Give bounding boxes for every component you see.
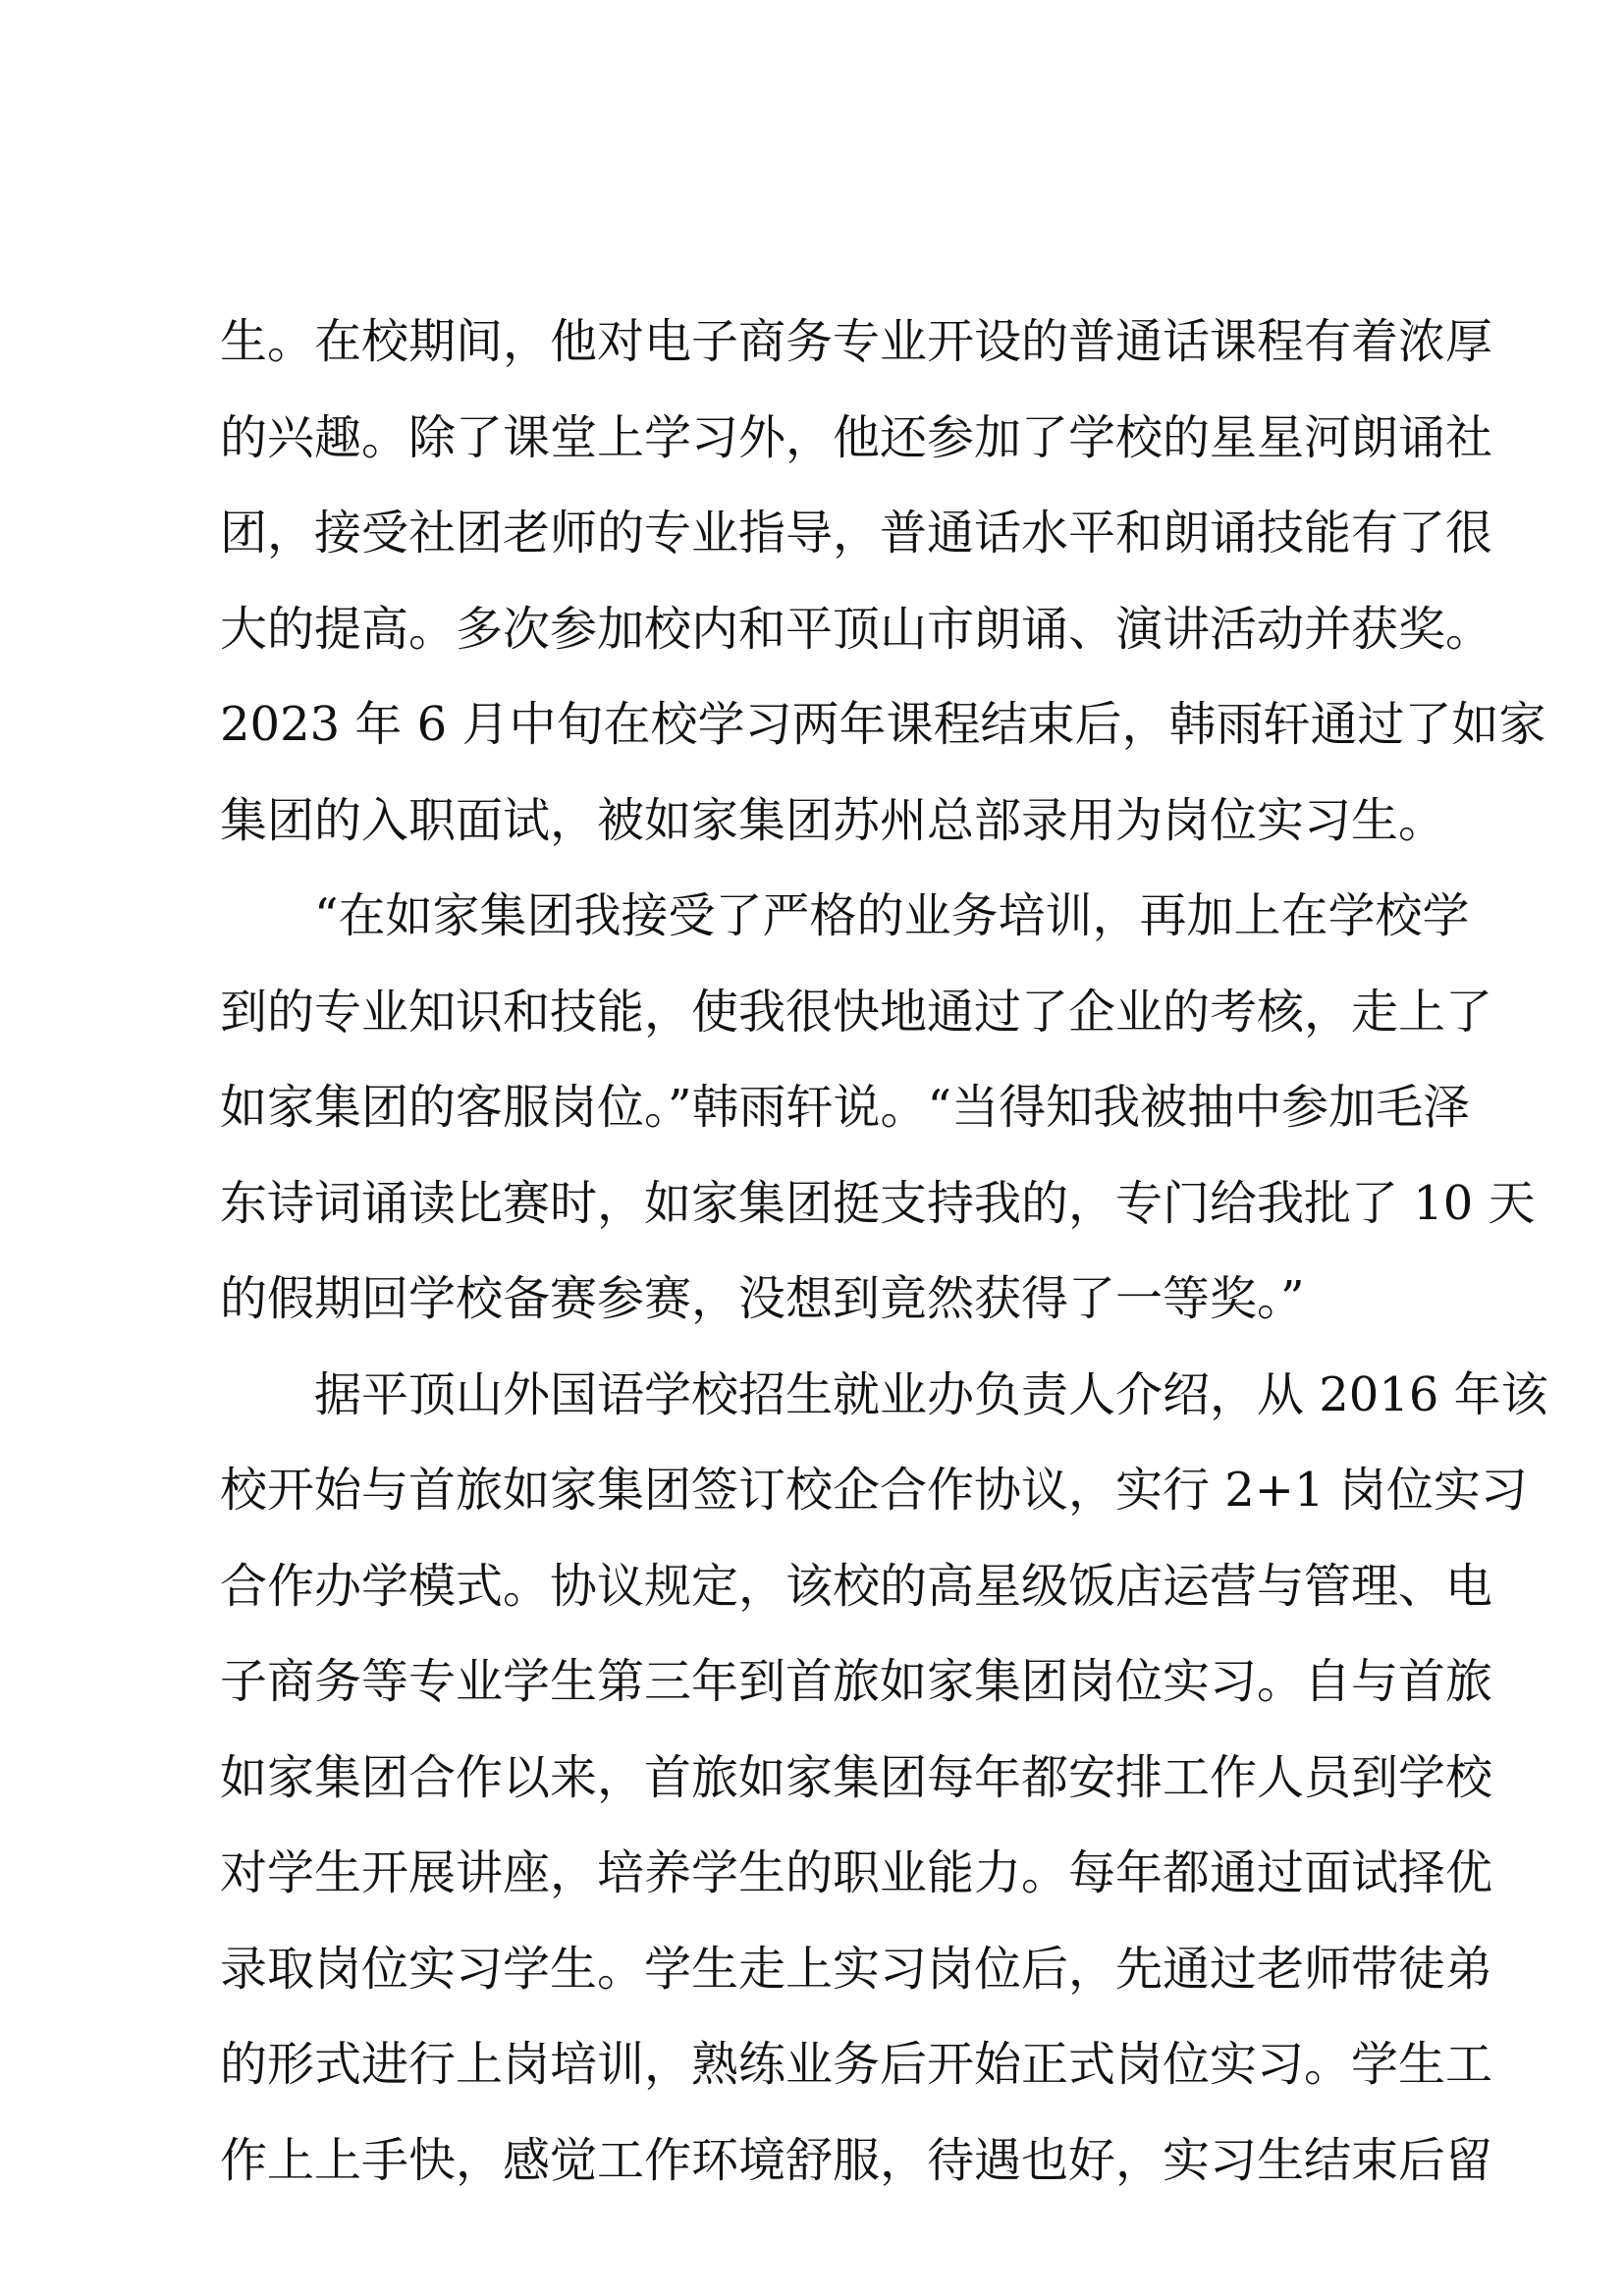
text-line: 集团的入职面试，被如家集团苏州总部录用为岗位实习生。 <box>220 792 1446 848</box>
text-line: 大的提高。多次参加校内和平顶山市朗诵、演讲活动并获奖。 <box>220 601 1493 657</box>
text-line: 如家集团合作以来，首旅如家集团每年都安排工作人员到学校 <box>220 1749 1493 1805</box>
text-line: 合作办学模式。协议规定，该校的高星级饭店运营与管理、电 <box>220 1558 1493 1614</box>
text-line: 生。在校期间，他对电子商务专业开设的普通话课程有着浓厚 <box>220 314 1493 369</box>
text-line: 的兴趣。除了课堂上学习外，他还参加了学校的星星河朗诵社 <box>220 409 1493 465</box>
text-line: 作上上手快，感觉工作环境舒服，待遇也好，实习生结束后留 <box>220 2132 1493 2188</box>
text-line: 的假期回学校备赛参赛，没想到竟然获得了一等奖。” <box>220 1271 1305 1326</box>
text-line: 对学生开展讲座，培养学生的职业能力。每年都通过面试择优 <box>220 1845 1493 1900</box>
text-line: 录取岗位实习学生。学生走上实习岗位后，先通过老师带徒弟 <box>220 1941 1493 1997</box>
text-line: 据平顶山外国语学校招生就业办负责人介绍，从 2016 年该 <box>314 1366 1548 1422</box>
text-line: “在如家集团我接受了严格的业务培训，再加上在学校学 <box>314 888 1470 943</box>
text-line: 子商务等专业学生第三年到首旅如家集团岗位实习。自与首旅 <box>220 1654 1493 1709</box>
text-line: 到的专业知识和技能，使我很快地通过了企业的考核，走上了 <box>220 984 1493 1040</box>
text-line: 东诗词诵读比赛时，如家集团挺支持我的，专门给我批了 10 天 <box>220 1175 1536 1231</box>
text-line: 的形式进行上岗培训，熟练业务后开始正式岗位实习。学生工 <box>220 2037 1493 2092</box>
body-text <box>220 294 1548 2209</box>
text-line: 团，接受社团老师的专业指导，普通话水平和朗诵技能有了很 <box>220 506 1493 561</box>
text-line: 2023 年 6 月中旬在校学习两年课程结束后，韩雨轩通过了如家 <box>220 697 1546 752</box>
text-line: 如家集团的客服岗位。”韩雨轩说。“当得知我被抽中参加毛泽 <box>220 1080 1471 1135</box>
text-line: 校开始与首旅如家集团签订校企合作协议，实行 2+1 岗位实习 <box>220 1463 1528 1518</box>
